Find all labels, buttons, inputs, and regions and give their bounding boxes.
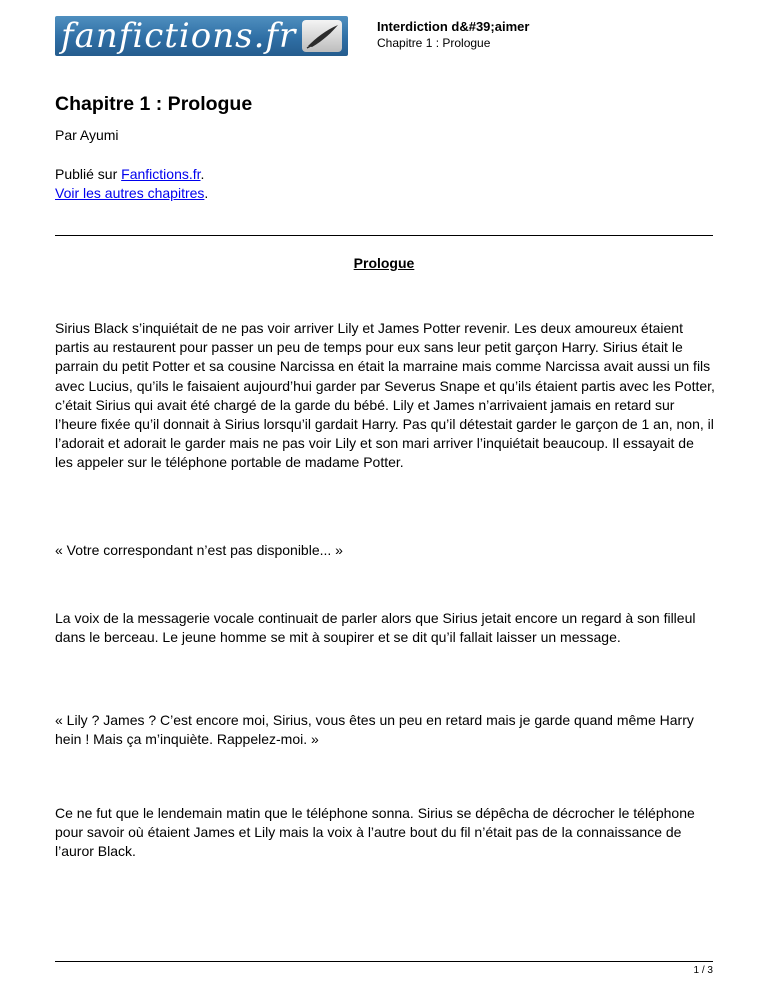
paragraph-1: Sirius Black s’inquiétait de ne pas voir arriver Lily et James Potter revenir. Les deux amoureux étaient partis au restaurent pour passer un peu de temps pour eux sans leur petit garçon Harry. Sirius était le parrain du petit Potter et sa cousine Narcissa en était la marraine mais comme Narcissa avait aussi un fils avec Lucius, qu’ils le faisaient aujourd’hui garder par Severus Snape et qu’ils étaient partis avec les Potter, c’était Sirius qui avait été chargé de la garde du bébé. Lily et James n’arrivaient jamais en retard sur l’heure fixée qu’il donnait à Sirius lorsqu’il gardait Harry. Pas qu’il détestait garder le garçon de 1 an, non, il l’adorait et adorait le garder mais ne pas voir Lily et son mari arriver l’inquiétait beaucoup. Il essayait de les appeler sur le téléphone portable de madame Potter. xyxy=(55,320,715,471)
top-divider xyxy=(55,235,713,236)
paragraph-2: « Votre correspondant n’est pas disponible... » xyxy=(55,542,343,558)
page-header xyxy=(55,16,715,58)
paragraph-5: Ce ne fut que le lendemain matin que le téléphone sonna. Sirius se dépêcha de décrocher le téléphone pour savoir où étaient James et Lily mais la voix à l’autre bout du fil n’était pas de la connaissance de l’auror Black. xyxy=(55,805,695,860)
story-title: Interdiction d&#39;aimer xyxy=(377,19,530,34)
site-link[interactable]: Fanfictions.fr xyxy=(121,166,201,182)
paragraph-3: La voix de la messagerie vocale continuait de parler alors que Sirius jetait encore un regard à son filleul dans le berceau. Le jeune homme se mit à soupirer et se dit qu’il fallait laisser un message. xyxy=(55,610,696,646)
section-title: Prologue xyxy=(353,255,415,271)
published-info xyxy=(55,165,208,203)
chapter-title: Chapitre 1 : Prologue xyxy=(55,93,253,115)
logo-text: fanfictions.fr xyxy=(61,16,297,56)
page-number: 1 / 3 xyxy=(693,965,713,976)
published-suffix: . xyxy=(200,166,205,182)
chapters-suffix: . xyxy=(204,185,209,201)
author-line: Par Ayumi xyxy=(55,127,119,143)
other-chapters-link[interactable]: Voir les autres chapitres xyxy=(55,185,205,201)
paragraph-4: « Lily ? James ? C’est encore moi, Sirius, vous êtes un peu en retard mais je garde quand même Harry hein ! Mais ça m’inquiète. Rappelez-moi. » xyxy=(55,712,694,748)
header-chapter-subtitle: Chapitre 1 : Prologue xyxy=(377,36,491,50)
quill-icon xyxy=(302,20,342,52)
footer-divider xyxy=(55,961,713,962)
site-logo[interactable] xyxy=(55,16,348,56)
published-prefix: Publié sur xyxy=(55,166,122,182)
